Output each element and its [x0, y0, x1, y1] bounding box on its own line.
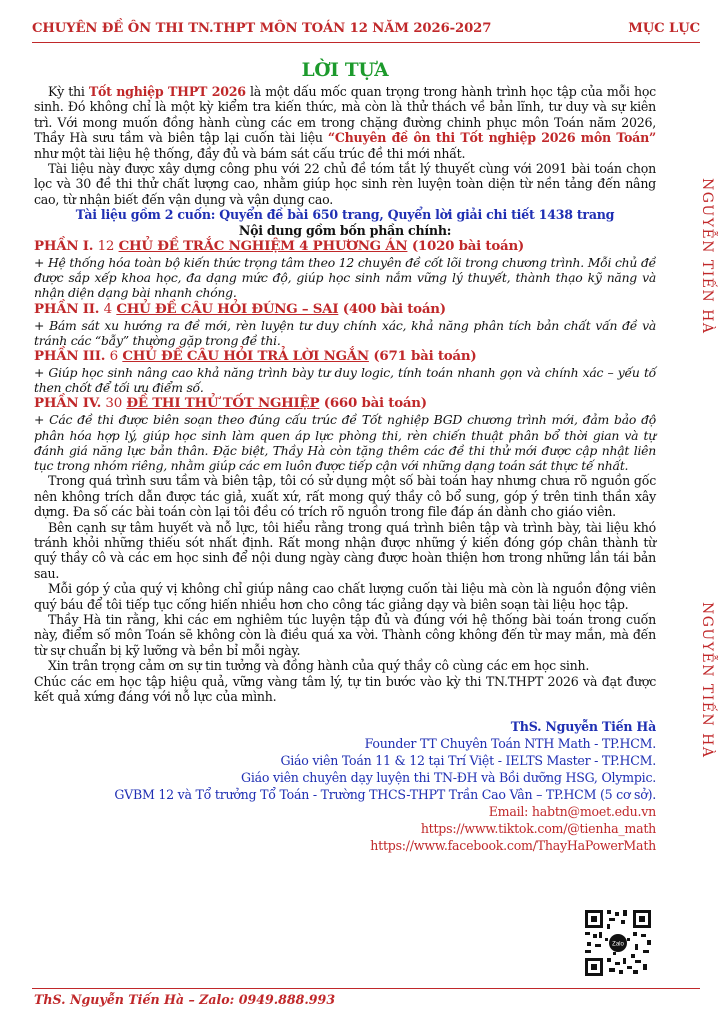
closing-paragraph: Trong quá trình sưu tầm và biên tập, tôi có sử dụng một số bài toán hay nhưng chưa rõ nguồn gốc nên không trích dẫn được tác giả, xuất xứ, rất mong quý thầy cô bổ sung, góp ý trên tinh thần xây dựng. Đa số các bài toán còn lại tôi đều có trích rõ nguồn trong file đáp án dành cho giáo viên. — [34, 473, 656, 520]
part-description: + Bám sát xu hướng ra đề mới, rèn luyện tư duy chính xác, khả năng phân tích bản chất vấn đề và tránh các “bẫy” thường gặp trong đề thi. — [34, 317, 656, 348]
closing-paragraph: Mỗi góp ý của quý vị không chỉ giúp nâng cao chất lượng cuốn tài liệu mà còn là nguồn động viên quý báu để tôi tiếp tục cống hiến nhiều hơn cho công tác giảng dạy và biên soạn tài liệu học tập. — [34, 581, 656, 612]
header-title: CHUYÊN ĐỀ ÔN THI TN.THPT MÔN TOÁN 12 NĂM 2026-2027 — [32, 21, 492, 36]
author-role: Founder TT Chuyên Toán NTH Math - TP.HCM. — [364, 736, 656, 752]
part-section: PHẦN I. 12 CHỦ ĐỀ TRẮC NGHIỆM 4 PHƯƠNG ÁN (1020 bài toán) + Hệ thống hóa toàn bộ kiến thức trọng tâm theo 12 chuyên đề cốt lõi trong chương trình. Mỗi chủ đề được sắp xếp khoa học, đa dạng mức độ, giúp học sinh nắm vững lý thuyết, thành thạo kỹ năng và nhận diện dạng bài nhanh chóng. — [34, 238, 656, 301]
part-label: PHẦN II. — [34, 300, 100, 317]
signature-block — [34, 718, 656, 854]
content-heading: Nội dung gồm bốn phần chính: — [238, 222, 452, 238]
header-section: MỤC LỤC — [628, 21, 700, 36]
page-footer: ThS. Nguyễn Tiến Hà – Zalo: 0949.888.993 — [34, 992, 336, 1007]
qr-zalo-label: Zalo — [612, 941, 624, 948]
book-title: “Chuyên đề ôn thi Tốt nghiệp 2026 môn Toán” — [327, 130, 656, 146]
part-title: CHỦ ĐỀ CÂU HỎI ĐÚNG – SAI — [116, 300, 339, 317]
part-count: (660 bài toán) — [323, 395, 427, 412]
part-description: + Giúp học sinh nâng cao khả năng trình bày tư duy logic, tính toán nhanh gọn và chính xác – yếu tố then chốt để tối ưu điểm số. — [34, 365, 656, 396]
author-email[interactable]: Email: habtn@moet.edu.vn — [488, 804, 656, 820]
zalo-qr-code[interactable] — [583, 908, 653, 978]
part-count: (671 bài toán) — [373, 348, 477, 365]
exam-name: Tốt nghiệp THPT 2026 — [88, 84, 246, 99]
part-section: PHẦN II. 4 CHỦ ĐỀ CÂU HỎI ĐÚNG – SAI (400 bài toán) + Bám sát xu hướng ra đề mới, rèn luyện tư duy chính xác, khả năng phân tích bản chất vấn đề và tránh các “bẫy” thường gặp trong đề thi. — [34, 300, 656, 348]
part-title: CHỦ ĐỀ CÂU HỎI TRẢ LỜI NGẮN — [122, 348, 369, 365]
page-header — [32, 20, 700, 43]
part-title: ĐỀ THI THỬ TỐT NGHIỆP — [126, 395, 320, 412]
part-label: PHẦN IV. — [34, 395, 101, 412]
part-count: (1020 bài toán) — [411, 238, 525, 255]
author-role: Giáo viên Toán 11 & 12 tại Trí Việt - IELTS Master - TP.HCM. — [280, 753, 656, 769]
intro-paragraph: Kỳ thi Tốt nghiệp THPT 2026 là một dấu mốc quan trọng trong hành trình học tập của mỗi học sinh. Đó không chỉ là một kỳ kiểm tra kiến thức, mà còn là thử thách về bản lĩnh, tư duy và sự kiên trì. Với mong muốn đồng hành cùng các em trong chặng đường chinh phục môn Toán năm 2026, Thầy Hà sưu tầm và biên tập lại cuốn tài liệu “Chuyên đề ôn thi Tốt nghiệp 2026 môn Toán” như một tài liệu hệ thống, đầy đủ và bám sát cấu trúc đề thi mới nhất. — [34, 84, 656, 161]
footer-divider — [32, 988, 700, 989]
closing-paragraph: Thầy Hà tin rằng, khi các em nghiêm túc luyện tập đủ và đúng với hệ thống bài toán trong cuốn này, điểm số môn Toán sẽ không còn là điều quá xa vời. Thành công không đến từ may mắn, mà đến từ sự chuẩn bị kỹ lưỡng và bền bỉ mỗi ngày. — [34, 611, 656, 658]
author-name: ThS. Nguyễn Tiến Hà — [510, 719, 656, 735]
part-title: CHỦ ĐỀ TRẮC NGHIỆM 4 PHƯƠNG ÁN — [118, 238, 408, 255]
part-description: + Các đề thi được biên soạn theo đúng cấu trúc đề Tốt nghiệp BGD chương trình mới, đảm bảo độ phân hóa hợp lý, giúp học sinh làm quen áp lực phòng thi, rèn chiến thuật phân bổ thời gian và tự đánh giá năng lực bản thân. Đặc biệt, Thầy Hà còn tặng thêm các đề thi thử mới được cập nhật liên tục trong nhóm riêng, nhằm giúp các em luôn được tiếp cận với những dạng toán sát thực tế nhất. — [34, 412, 656, 474]
tiktok-link[interactable]: https://www.tiktok.com/@tienha_math — [420, 821, 656, 837]
part-label: PHẦN I. — [34, 238, 94, 255]
volumes-note: Tài liệu gồm 2 cuốn: Quyển đề bài 650 trang, Quyển lời giải chi tiết 1438 trang — [75, 207, 615, 223]
part-section: PHẦN IV. 30 ĐỀ THI THỬ TỐT NGHIỆP (660 bài toán) + Các đề thi được biên soạn theo đúng cấu trúc đề Tốt nghiệp BGD chương trình mới, đảm bảo độ phân hóa hợp lý, giúp học sinh làm quen áp lực phòng thi, rèn chiến thuật phân bổ thời gian và tự đánh giá năng lực bản thân. Đặc biệt, Thầy Hà còn tặng thêm các đề thi thử mới được cập nhật liên tục trong nhóm riêng, nhằm giúp các em luôn được tiếp cận với những dạng toán sát thực tế nhất. — [34, 395, 656, 474]
facebook-link[interactable]: https://www.facebook.com/ThayHaPowerMath — [370, 838, 656, 854]
part-section: PHẦN III. 6 CHỦ ĐỀ CÂU HỎI TRẢ LỜI NGẮN (671 bài toán) + Giúp học sinh nâng cao khả năng trình bày tư duy logic, tính toán nhanh gọn và chính xác – yếu tố then chốt để tối ưu điểm số. — [34, 348, 656, 396]
side-author-label: NGUYỄN TIẾN HÀ — [699, 178, 715, 335]
page-content — [34, 60, 656, 854]
author-role: GVBM 12 và Tổ trưởng Tổ Toán - Trường THCS-THPT Trần Cao Vân – TP.HCM (5 cơ sở). — [114, 787, 656, 803]
closing-paragraph: Xin trân trọng cảm ơn sự tin tưởng và đồng hành của quý thầy cô cùng các em học sinh. — [48, 658, 590, 674]
wish-paragraph: Chúc các em học tập hiệu quả, vững vàng tâm lý, tự tin bước vào kỳ thi TN.THPT 2026 và đạt được kết quả xứng đáng với nỗ lực của mình. — [34, 673, 656, 704]
author-role: Giáo viên chuyên dạy luyện thi TN-ĐH và Bồi dưỡng HSG, Olympic. — [241, 770, 656, 786]
part-description: + Hệ thống hóa toàn bộ kiến thức trọng tâm theo 12 chuyên đề cốt lõi trong chương trình. Mỗi chủ đề được sắp xếp khoa học, đa dạng mức độ, giúp học sinh nắm vững lý thuyết, thành thạo kỹ năng và nhận diện dạng bài nhanh chóng. — [34, 255, 656, 301]
side-author-label: NGUYỄN TIẾN HÀ — [699, 602, 715, 759]
intro-paragraph: Tài liệu này được xây dựng công phu với 22 chủ đề tóm tắt lý thuyết cùng với 2091 bài toán chọn lọc và 30 đề thi thử chất lượng cao, nhằm giúp học sinh rèn luyện toàn diện từ nền tảng đến nâng cao, từ nhận biết đến vận dụng và vận dụng cao. — [34, 161, 656, 207]
closing-paragraph: Bên cạnh sự tâm huyết và nỗ lực, tôi hiểu rằng trong quá trình biên tập và trình bày, tài liệu khó tránh khỏi những thiếu sót nhất định. Rất mong nhận được những ý kiến đóng góp chân thành từ quý thầy cô và các em học sinh để nội dung ngày càng được hoàn thiện hơn trong những lần tái bản sau. — [34, 519, 656, 581]
page-title: LỜI TỰA — [301, 60, 389, 81]
part-count: (400 bài toán) — [342, 300, 446, 317]
part-label: PHẦN III. — [34, 348, 106, 365]
